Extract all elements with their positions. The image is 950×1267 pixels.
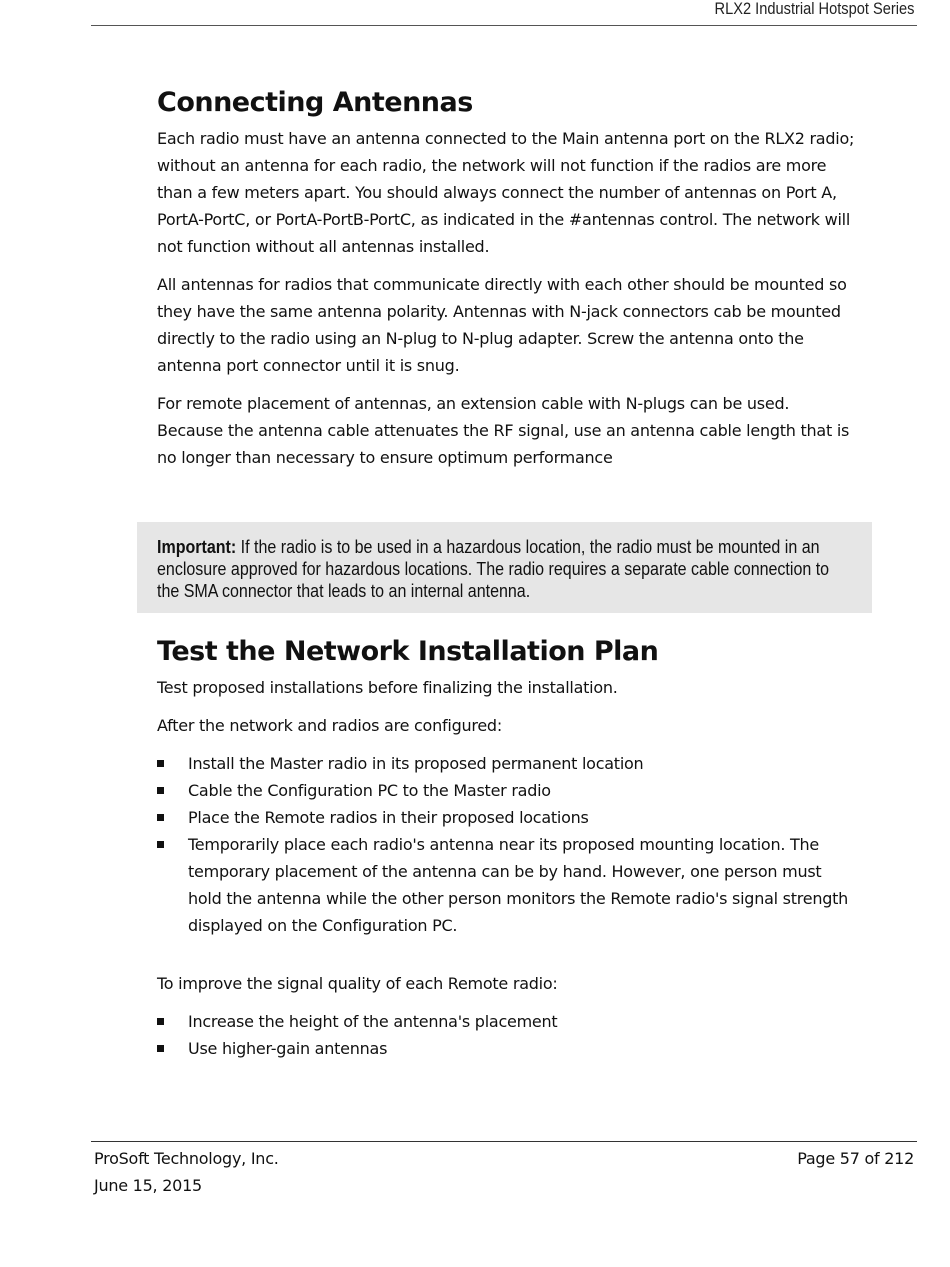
paragraph: Each radio must have an antenna connected to the Main antenna port on the RLX2 radio; without an antenna for each radio, the network will not function if the radios are more than a few meters apart. You should always connect the number of antennas on Port A, PortA-PortC, or PortA-PortB-PortC, as indicated in the #antennas control. The network will not function without all antennas installed. [157,129,855,256]
list-item [157,1008,857,1035]
footer-rule [91,1141,917,1142]
paragraph: After the network and radios are configured: [157,716,502,735]
tips-list [157,1008,857,1062]
footer-date: June 15, 2015 [94,1176,202,1195]
note-label: Important: [157,537,237,557]
running-header: RLX2 Industrial Hotspot Series [714,0,914,18]
paragraph: All antennas for radios that communicate directly with each other should be mounted so they have the same antenna polarity. Antennas with N-jack connectors cab be mounted directly to the radio using an N-plug to N-plug adapter. Screw the antenna onto the antenna port connector until it is snug. [157,275,847,375]
note-text [157,536,833,602]
paragraph: For remote placement of antennas, an extension cable with N-plugs can be used. Because the antenna cable attenuates the RF signal, use an antenna cable length that is no longer than necessary to ensure optimum performance [157,394,850,467]
paragraph: To improve the signal quality of each Remote radio: [157,974,558,993]
section-heading: Test the Network Installation Plan [157,636,659,667]
list-item-text: Increase the height of the antenna's placement [188,1012,558,1031]
bullet-icon [157,760,164,767]
list-item [157,804,857,831]
page-number: Page 57 of 212 [797,1149,914,1168]
section-connecting-antennas [157,87,857,471]
bullet-icon [157,1045,164,1052]
list-item [157,831,857,939]
list-item [157,1035,857,1062]
bullet-icon [157,841,164,848]
list-item-text: Install the Master radio in its proposed permanent location [188,754,644,773]
list-item-text: Place the Remote radios in their proposed locations [188,808,589,827]
bullet-icon [157,1018,164,1025]
steps-list [157,750,857,939]
important-note [137,522,872,613]
bullet-icon [157,814,164,821]
paragraph: Test proposed installations before finalizing the installation. [157,678,618,697]
list-item-text: Temporarily place each radio's antenna near its proposed mounting location. The temporary placement of the antenna can be by hand. However, one person must hold the antenna while the other person monitors the Remote radio's signal strength displayed on the Configuration PC. [188,835,849,935]
list-item-text: Use higher-gain antennas [188,1039,388,1058]
section-heading: Connecting Antennas [157,87,473,118]
note-body: If the radio is to be used in a hazardous location, the radio must be mounted in an enclosure approved for hazardous locations. The radio requires a separate cable connection to the SMA connector that leads to an internal antenna. [157,537,830,601]
bullet-icon [157,787,164,794]
footer-company: ProSoft Technology, Inc. [94,1149,279,1168]
list-item [157,750,857,777]
header-rule [91,25,917,26]
list-item [157,777,857,804]
list-item-text: Cable the Configuration PC to the Master radio [188,781,551,800]
section-test-network [157,636,857,1062]
